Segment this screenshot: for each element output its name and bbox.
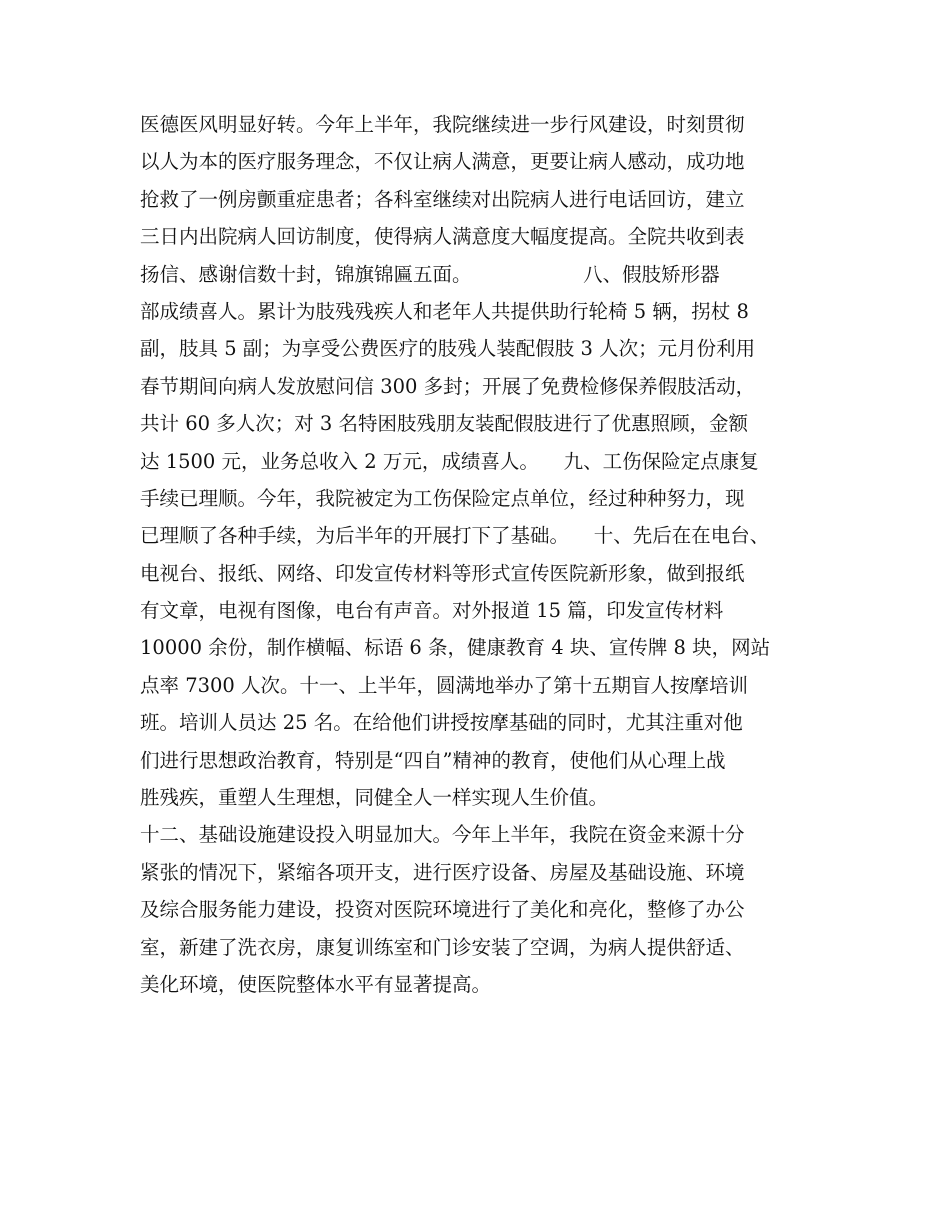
text-line: 美化环境，使医院整体水平有显著提高。 bbox=[140, 972, 492, 996]
text-line: 扬信、感谢信数十封，锦旗锦匾五面。 八、假肢矫形器 bbox=[140, 262, 720, 286]
text-line: 抢救了一例房颤重症患者；各科室继续对出院病人进行电话回访，建立 bbox=[140, 187, 745, 211]
text-line: 部成绩喜人。累计为肢残残疾人和老年人共提供助行轮椅 5 辆，拐杖 8 bbox=[140, 299, 749, 323]
text-line: 室，新建了洗衣房，康复训练室和门诊安装了空调，为病人提供舒适、 bbox=[140, 935, 745, 959]
text-line: 三日内出院病人回访制度，使得病人满意度大幅度提高。全院共收到表 bbox=[140, 225, 745, 249]
text-line: 十二、基础设施建设投入明显加大。今年上半年，我院在资金来源十分 bbox=[140, 823, 745, 847]
text-line: 已理顺了各种手续，为后半年的开展打下了基础。 十、先后在在电台、 bbox=[140, 524, 770, 548]
text-line: 电视台、报纸、网络、印发宣传材料等形式宣传医院新形象，做到报纸 bbox=[140, 561, 745, 585]
text-line: 医德医风明显好转。今年上半年，我院继续进一步行风建设，时刻贯彻 bbox=[140, 113, 745, 136]
text-line: 胜残疾，重塑人生理想，同健全人一样实现人生价值。 bbox=[140, 786, 609, 810]
text-line: 副，肢具 5 副；为享受公费医疗的肢残人装配假肢 3 人次；元月份利用 bbox=[140, 337, 756, 361]
text-line: 10000 余份，制作横幅、标语 6 条，健康教育 4 块、宣传牌 8 块，网站 bbox=[140, 636, 771, 660]
text-line: 们进行思想政治教育，特别是“四自”精神的教育，使他们从心理上战 bbox=[140, 748, 726, 772]
text-line: 春节期间向病人发放慰问信 300 多封；开展了免费检修保养假肢活动， bbox=[140, 374, 756, 398]
text-line: 共计 60 多人次；对 3 名特困肢残朋友装配假肢进行了优惠照顾，金额 bbox=[140, 412, 749, 436]
text-line: 及综合服务能力建设，投资对医院环境进行了美化和亮化，整修了办公 bbox=[140, 898, 745, 922]
body-text bbox=[140, 106, 830, 1003]
text-line: 有文章，电视有图像，电台有声音。对外报道 15 篇，印发宣传材料 bbox=[140, 599, 724, 623]
text-line: 以人为本的医疗服务理念，不仅让病人满意，更要让病人感动，成功地 bbox=[140, 150, 745, 174]
text-line: 手续已理顺。今年，我院被定为工伤保险定点单位，经过种种努力，现 bbox=[140, 486, 745, 510]
text-line: 点率 7300 人次。十一、上半年，圆满地举办了第十五期盲人按摩培训 bbox=[140, 673, 749, 697]
text-line: 紧张的情况下，紧缩各项开支，进行医疗设备、房屋及基础设施、环境 bbox=[140, 860, 745, 884]
text-line: 达 1500 元，业务总收入 2 万元，成绩喜人。 九、工伤保险定点康复 bbox=[140, 449, 759, 473]
text-line: 班。培训人员达 25 名。在给他们讲授按摩基础的同时，尤其注重对他 bbox=[140, 711, 743, 735]
